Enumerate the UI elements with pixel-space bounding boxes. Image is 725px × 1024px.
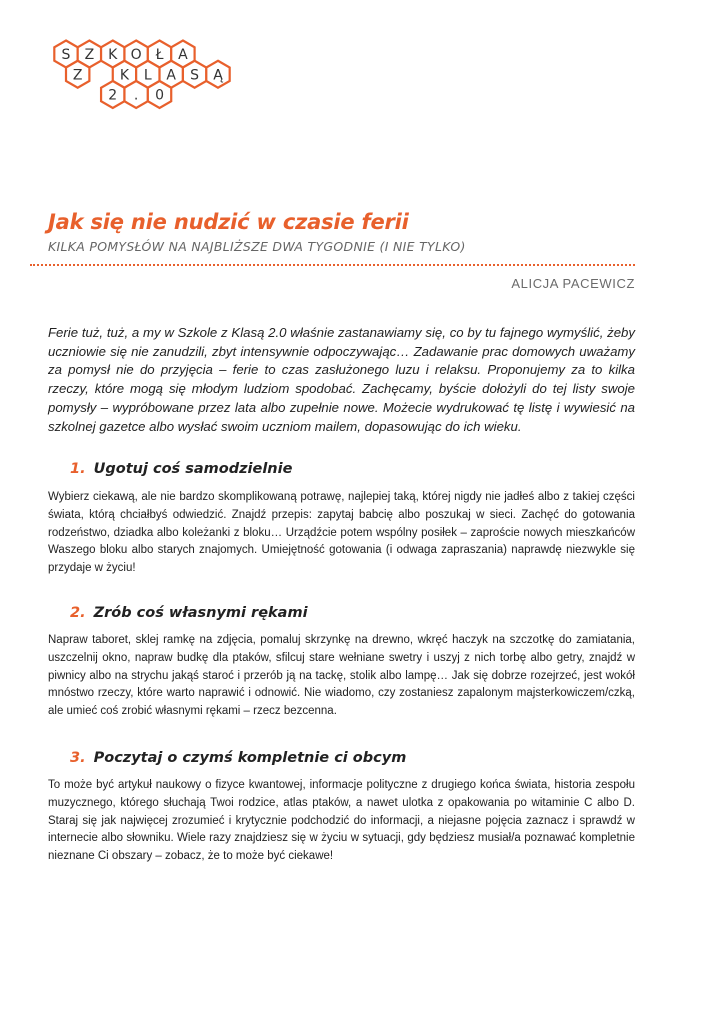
section-2-number: 2. bbox=[70, 605, 86, 621]
section-1-body: Wybierz ciekawą, ale nie bardzo skomplikowaną potrawę, najlepiej taką, której nigdy nie jadłeś albo z takiej części świata, którą chciałbyś odwiedzić. Znajdź przepis: zapytaj babcię albo poszukaj w sieci. Zachęć do gotowania rodzeństwo, dziadka albo koleżanki z bloku… Urządźcie potem wspólny posiłek – zaproście nowych mieszkańców Waszego bloku albo starych znajomych. Umiejętność gotowania (i odwaga zapraszania) naprawdę niezwykle się przydaje w życiu! bbox=[48, 491, 635, 575]
logo-r2-3-letter: K bbox=[119, 67, 130, 84]
logo-r2-5-letter: A bbox=[166, 67, 177, 84]
logo-r1-1-letter: S bbox=[61, 47, 71, 63]
section-3-heading bbox=[70, 750, 406, 766]
section-1-title: Ugotuj coś samodzielnie bbox=[93, 461, 293, 477]
section-3-title: Poczytaj o czymś kompletnie ci obcym bbox=[93, 750, 407, 766]
section-3-number: 3. bbox=[70, 750, 86, 766]
logo-r2-6-letter: S bbox=[190, 67, 200, 84]
author-name: ALICJA PACEWICZ bbox=[511, 276, 635, 291]
logo-r1-4-letter: O bbox=[130, 47, 142, 63]
section-1-heading bbox=[70, 461, 292, 477]
logo-r2-4-letter: L bbox=[143, 67, 152, 84]
dotted-divider bbox=[30, 264, 635, 266]
section-3-body: To może być artykuł naukowy o fizyce kwantowej, informacje polityczne z drugiego końca świata, historia zespołu muzycznego, którego słuchają Twoi rodzice, atlas ptaków, a nawet ulotka z opakowania po witaminie C albo D. Staraj się jak najwięcej zrozumieć i krytycznie podchodzić do informacji, a niejasne pojęcia zaznacz i sprawdź w internecie albo słowniku. Wiele razy znajdziesz się w życiu w sytuacji, gdy będziesz musiał/a poznawać kompletnie nieznane Ci obszary – zobacz, że to może być ciekawe! bbox=[48, 779, 635, 863]
logo bbox=[50, 38, 260, 118]
logo-r2-1-letter: Z bbox=[72, 67, 83, 84]
page-title: Jak się nie nudzić w czasie ferii bbox=[48, 210, 409, 234]
section-1-number: 1. bbox=[70, 461, 86, 477]
section-2-heading bbox=[70, 605, 308, 621]
logo-r1-5-letter: Ł bbox=[155, 47, 164, 63]
logo-r1-3-letter: K bbox=[108, 47, 118, 63]
logo-r2-7-letter: Ą bbox=[213, 67, 223, 84]
section-2-body: Napraw taboret, sklej ramkę na zdjęcia, pomaluj skrzynkę na drewno, wkręć haczyk na szczotkę do zamiatania, uszczelnij okno, napraw budkę dla ptaków, sfilcuj stare wełniane swetry i uszyj z nich torbę albo getry, znajdź w piwnicy albo na strychu jakąś staroć i przerób ją na tackę, stolik albo lampę… Jak się dobrze rozejrzeć, jest wokół mnóstwo rzeczy, które warto naprawić i odnowić. Nie wiadomo, czy zostaniesz zapalonym majsterkowiczem/czką, ale umieć coś zrobić własnymi rękami – rzecz bezcenna. bbox=[48, 634, 635, 718]
logo-r1-2-letter: Z bbox=[84, 47, 95, 63]
logo-r1-6-letter: A bbox=[178, 47, 188, 63]
section-2-title: Zrób coś własnymi rękami bbox=[93, 605, 308, 621]
page-subtitle: KILKA POMYSŁÓW NA NAJBLIŻSZE DWA TYGODNIE (I NIE TYLKO) bbox=[48, 239, 466, 254]
logo-r3-3-letter: 0 bbox=[155, 87, 164, 104]
logo-r3-1-letter: 2 bbox=[108, 87, 118, 104]
intro-paragraph: Ferie tuż, tuż, a my w Szkole z Klasą 2.0 właśnie zastanawiamy się, co by tu fajnego wymyślić, żeby uczniowie się nie zanudzili, zbyt intensywnie odpoczywając… Zadawanie prac domowych uważamy za pomysł nie do przyjęcia – ferie to czas zasłużonego luzu i relaksu. Proponujemy za to kilka rzeczy, które mogą się młodym ludziom spodobać. Zachęcamy, byście dołożyli do tej listy swoje pomysły – wypróbowane przez lata albo zupełnie nowe. Możecie wydrukować tę listę i wywiesić na szkolnej gazetce albo wysłać swoim uczniom mailem, dopasowując do ich wieku. bbox=[48, 325, 635, 434]
logo-r3-2-letter: . bbox=[133, 87, 139, 104]
